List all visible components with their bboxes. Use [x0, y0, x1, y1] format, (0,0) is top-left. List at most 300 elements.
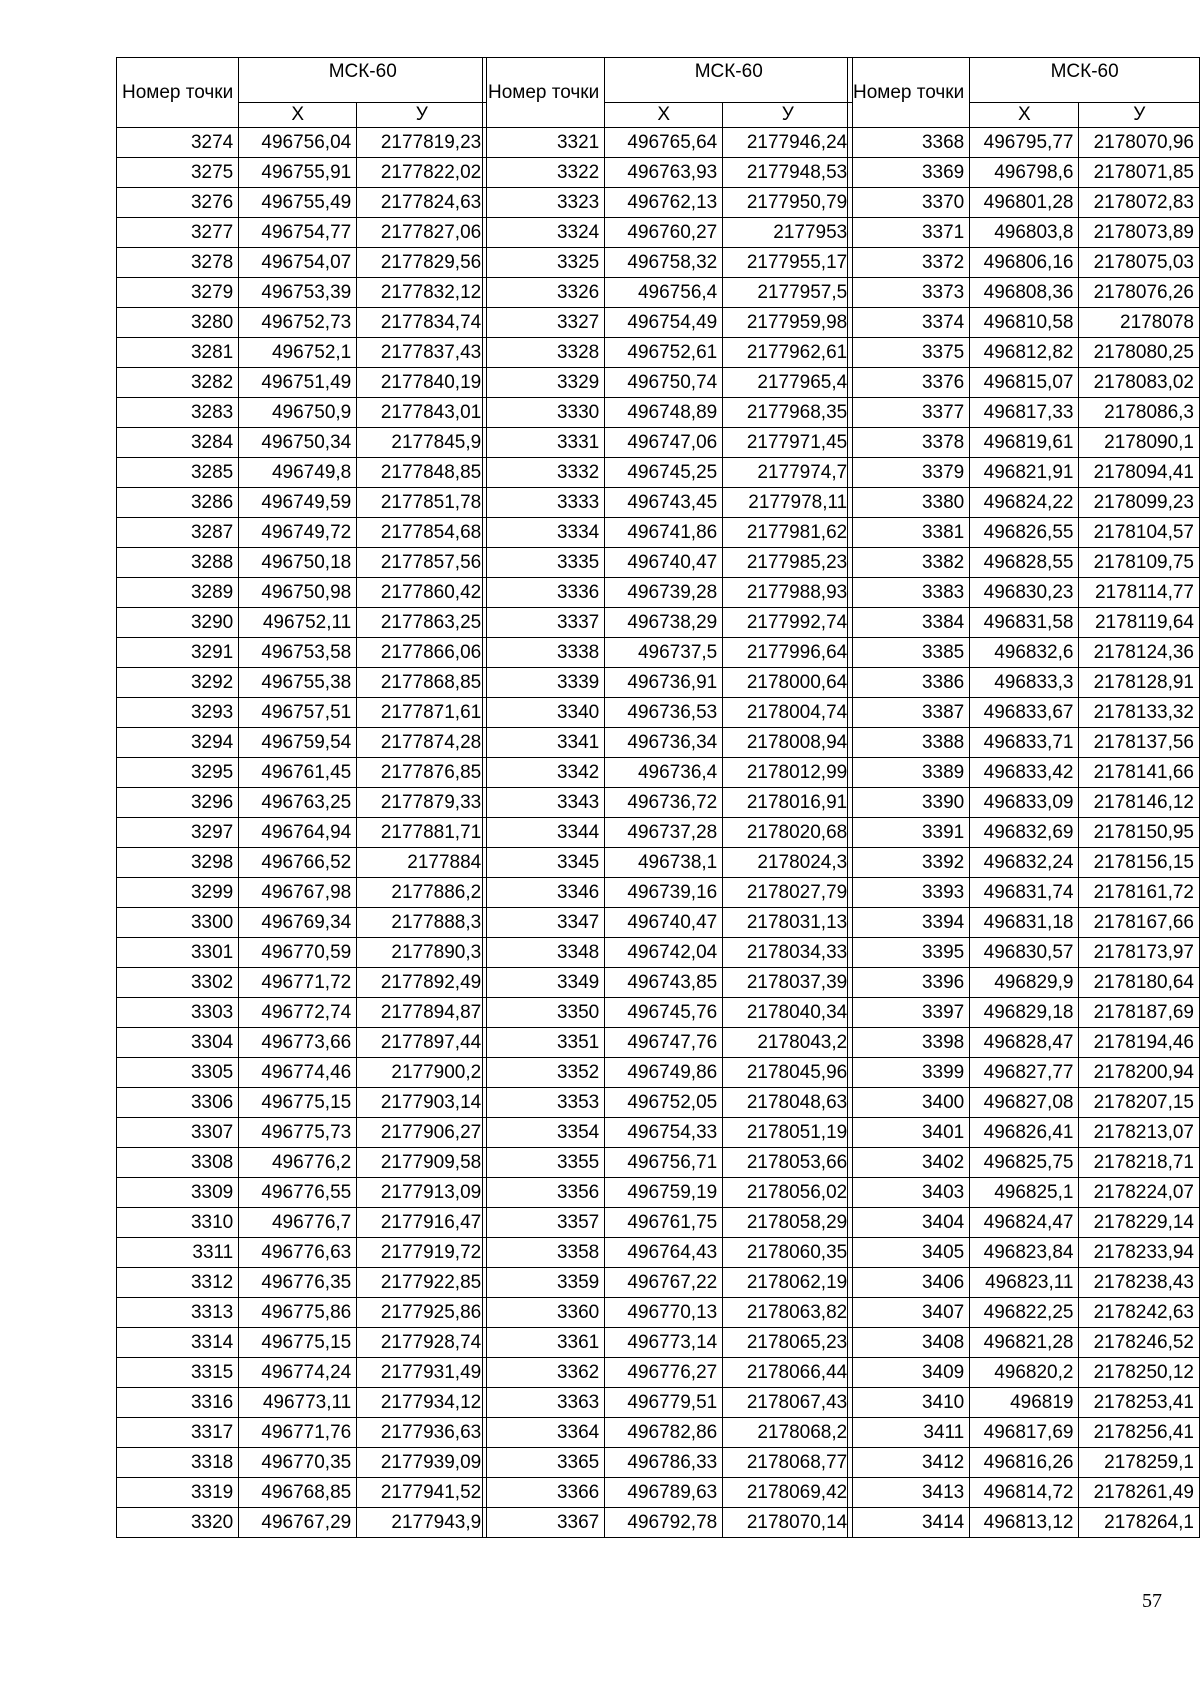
y-coordinate-cell: 2178037,39 [723, 968, 853, 998]
table-row [117, 128, 487, 158]
y-coordinate-cell: 2177988,93 [723, 578, 853, 608]
y-coordinate-cell: 2178060,35 [723, 1238, 853, 1268]
table-row [848, 608, 1200, 638]
table-row [483, 488, 853, 518]
table-row [483, 938, 853, 968]
y-coordinate-cell: 2178012,99 [723, 758, 853, 788]
point-number-cell: 3362 [483, 1358, 605, 1388]
point-number-cell: 3369 [848, 158, 970, 188]
x-coordinate-cell: 496759,54 [239, 728, 357, 758]
x-coordinate-cell: 496740,47 [605, 908, 723, 938]
x-coordinate-cell: 496767,22 [605, 1268, 723, 1298]
y-coordinate-cell: 2178068,2 [723, 1418, 853, 1448]
x-coordinate-cell: 496817,33 [970, 398, 1079, 428]
table-row [483, 368, 853, 398]
table-row [848, 398, 1200, 428]
x-coordinate-cell: 496822,25 [970, 1298, 1079, 1328]
table-row [483, 398, 853, 428]
point-number-cell: 3401 [848, 1118, 970, 1148]
table-row [848, 1208, 1200, 1238]
point-number-cell: 3390 [848, 788, 970, 818]
point-number-cell: 3403 [848, 1178, 970, 1208]
y-coordinate-cell: 2178104,57 [1079, 518, 1200, 548]
table-row [483, 1388, 853, 1418]
point-number-cell: 3392 [848, 848, 970, 878]
table-row [483, 548, 853, 578]
y-coordinate-cell: 2178078 [1079, 308, 1200, 338]
y-coordinate-cell: 2178119,64 [1079, 608, 1200, 638]
x-coordinate-cell: 496828,55 [970, 548, 1079, 578]
y-coordinate-cell: 2177936,63 [357, 1418, 487, 1448]
y-coordinate-cell: 2177962,61 [723, 338, 853, 368]
x-coordinate-cell: 496782,86 [605, 1418, 723, 1448]
point-number-cell: 3288 [117, 548, 239, 578]
table-row [848, 308, 1200, 338]
y-coordinate-cell: 2177876,85 [357, 758, 487, 788]
point-number-cell: 3283 [117, 398, 239, 428]
point-number-header: Номер точки [483, 58, 605, 128]
y-column-header: У [357, 103, 487, 128]
y-coordinate-cell: 2177916,47 [357, 1208, 487, 1238]
point-number-cell: 3296 [117, 788, 239, 818]
point-number-cell: 3316 [117, 1388, 239, 1418]
y-coordinate-cell: 2177941,52 [357, 1478, 487, 1508]
table-row [483, 278, 853, 308]
table-row [848, 158, 1200, 188]
point-number-cell: 3307 [117, 1118, 239, 1148]
table-row [848, 1238, 1200, 1268]
x-coordinate-cell: 496736,4 [605, 758, 723, 788]
y-coordinate-cell: 2177857,56 [357, 548, 487, 578]
y-coordinate-cell: 2177943,9 [357, 1508, 487, 1538]
x-coordinate-cell: 496749,86 [605, 1058, 723, 1088]
x-coordinate-cell: 496752,61 [605, 338, 723, 368]
x-coordinate-cell: 496760,27 [605, 218, 723, 248]
x-coordinate-cell: 496750,98 [239, 578, 357, 608]
x-coordinate-cell: 496755,49 [239, 188, 357, 218]
point-number-cell: 3322 [483, 158, 605, 188]
x-coordinate-cell: 496739,16 [605, 878, 723, 908]
table-row [483, 668, 853, 698]
x-coordinate-cell: 496789,63 [605, 1478, 723, 1508]
table-row [483, 1358, 853, 1388]
x-coordinate-cell: 496829,18 [970, 998, 1079, 1028]
y-coordinate-cell: 2178070,14 [723, 1508, 853, 1538]
y-coordinate-cell: 2177827,06 [357, 218, 487, 248]
x-coordinate-cell: 496776,27 [605, 1358, 723, 1388]
table-row [117, 1328, 487, 1358]
y-coordinate-cell: 2178062,19 [723, 1268, 853, 1298]
point-number-cell: 3414 [848, 1508, 970, 1538]
point-number-cell: 3409 [848, 1358, 970, 1388]
y-coordinate-cell: 2178167,66 [1079, 908, 1200, 938]
table-row [483, 1478, 853, 1508]
x-coordinate-cell: 496827,08 [970, 1088, 1079, 1118]
y-coordinate-cell: 2177829,56 [357, 248, 487, 278]
point-number-cell: 3375 [848, 338, 970, 368]
y-coordinate-cell: 2178114,77 [1079, 578, 1200, 608]
y-coordinate-cell: 2178150,95 [1079, 818, 1200, 848]
x-coordinate-cell: 496745,76 [605, 998, 723, 1028]
y-coordinate-cell: 2178156,15 [1079, 848, 1200, 878]
table-row [848, 668, 1200, 698]
coordinate-system-header: МСК-60 [970, 58, 1200, 103]
y-coordinate-cell: 2178069,42 [723, 1478, 853, 1508]
point-number-cell: 3325 [483, 248, 605, 278]
y-coordinate-cell: 2177868,85 [357, 668, 487, 698]
y-coordinate-cell: 2178173,97 [1079, 938, 1200, 968]
table-row [483, 1508, 853, 1538]
point-number-cell: 3373 [848, 278, 970, 308]
x-coordinate-cell: 496770,59 [239, 938, 357, 968]
point-number-cell: 3289 [117, 578, 239, 608]
y-coordinate-cell: 2177843,01 [357, 398, 487, 428]
point-number-cell: 3355 [483, 1148, 605, 1178]
table-row [117, 278, 487, 308]
table-row [483, 578, 853, 608]
x-coordinate-cell: 496736,53 [605, 698, 723, 728]
y-coordinate-cell: 2177985,23 [723, 548, 853, 578]
point-number-cell: 3372 [848, 248, 970, 278]
coordinates-table-3 [847, 57, 1200, 1538]
table-row [848, 218, 1200, 248]
x-coordinate-cell: 496813,12 [970, 1508, 1079, 1538]
y-coordinate-cell: 2178128,91 [1079, 668, 1200, 698]
x-coordinate-cell: 496767,29 [239, 1508, 357, 1538]
x-coordinate-cell: 496750,18 [239, 548, 357, 578]
point-number-cell: 3328 [483, 338, 605, 368]
table-row [483, 1088, 853, 1118]
x-coordinate-cell: 496751,49 [239, 368, 357, 398]
y-coordinate-cell: 2177996,64 [723, 638, 853, 668]
point-number-cell: 3378 [848, 428, 970, 458]
x-coordinate-cell: 496823,11 [970, 1268, 1079, 1298]
table-row [848, 938, 1200, 968]
table-row [483, 878, 853, 908]
point-number-cell: 3285 [117, 458, 239, 488]
y-coordinate-cell: 2178224,07 [1079, 1178, 1200, 1208]
table-row [483, 428, 853, 458]
point-number-cell: 3303 [117, 998, 239, 1028]
x-coordinate-cell: 496764,94 [239, 818, 357, 848]
table-row [848, 968, 1200, 998]
point-number-cell: 3315 [117, 1358, 239, 1388]
table-row [117, 338, 487, 368]
table-row [483, 968, 853, 998]
y-coordinate-cell: 2177928,74 [357, 1328, 487, 1358]
table-row [117, 1358, 487, 1388]
x-coordinate-cell: 496832,69 [970, 818, 1079, 848]
point-number-cell: 3360 [483, 1298, 605, 1328]
y-coordinate-cell: 2178200,94 [1079, 1058, 1200, 1088]
x-coordinate-cell: 496833,42 [970, 758, 1079, 788]
y-coordinate-cell: 2177863,25 [357, 608, 487, 638]
x-coordinate-cell: 496741,86 [605, 518, 723, 548]
table-row [848, 1328, 1200, 1358]
x-coordinate-cell: 496830,57 [970, 938, 1079, 968]
point-number-cell: 3399 [848, 1058, 970, 1088]
point-number-cell: 3321 [483, 128, 605, 158]
point-number-cell: 3366 [483, 1478, 605, 1508]
table-row [117, 728, 487, 758]
table-row [483, 1118, 853, 1148]
table-row [848, 338, 1200, 368]
point-number-cell: 3380 [848, 488, 970, 518]
y-coordinate-cell: 2177879,33 [357, 788, 487, 818]
y-coordinate-cell: 2178065,23 [723, 1328, 853, 1358]
y-coordinate-cell: 2178253,41 [1079, 1388, 1200, 1418]
x-coordinate-cell: 496742,04 [605, 938, 723, 968]
table-row [848, 1028, 1200, 1058]
x-coordinate-cell: 496833,09 [970, 788, 1079, 818]
x-coordinate-cell: 496786,33 [605, 1448, 723, 1478]
table-row [483, 788, 853, 818]
table-row [117, 1268, 487, 1298]
point-number-cell: 3292 [117, 668, 239, 698]
y-coordinate-cell: 2178031,13 [723, 908, 853, 938]
point-number-cell: 3394 [848, 908, 970, 938]
point-number-cell: 3404 [848, 1208, 970, 1238]
x-coordinate-cell: 496747,06 [605, 428, 723, 458]
x-coordinate-cell: 496819 [970, 1388, 1079, 1418]
table-row [848, 698, 1200, 728]
y-coordinate-cell: 2178058,29 [723, 1208, 853, 1238]
table-row [117, 398, 487, 428]
table-row [848, 1148, 1200, 1178]
table-row [483, 848, 853, 878]
point-number-cell: 3301 [117, 938, 239, 968]
x-coordinate-cell: 496772,74 [239, 998, 357, 1028]
x-coordinate-cell: 496771,76 [239, 1418, 357, 1448]
y-coordinate-cell: 2178048,63 [723, 1088, 853, 1118]
point-number-cell: 3312 [117, 1268, 239, 1298]
y-coordinate-cell: 2177950,79 [723, 188, 853, 218]
point-number-cell: 3407 [848, 1298, 970, 1328]
y-coordinate-cell: 2178133,32 [1079, 698, 1200, 728]
x-coordinate-cell: 496821,91 [970, 458, 1079, 488]
table-row [848, 788, 1200, 818]
point-number-cell: 3358 [483, 1238, 605, 1268]
x-coordinate-cell: 496749,72 [239, 518, 357, 548]
point-number-header: Номер точки [117, 58, 239, 128]
table-row [848, 878, 1200, 908]
table-row [848, 728, 1200, 758]
table-row [483, 638, 853, 668]
y-coordinate-cell: 2178213,07 [1079, 1118, 1200, 1148]
y-coordinate-cell: 2178066,44 [723, 1358, 853, 1388]
point-number-cell: 3331 [483, 428, 605, 458]
coordinate-system-header: МСК-60 [239, 58, 487, 103]
x-coordinate-cell: 496829,9 [970, 968, 1079, 998]
point-number-cell: 3411 [848, 1418, 970, 1448]
point-number-cell: 3365 [483, 1448, 605, 1478]
y-coordinate-cell: 2177888,3 [357, 908, 487, 938]
table-row [117, 458, 487, 488]
table-row [483, 188, 853, 218]
table-row [117, 578, 487, 608]
x-coordinate-cell: 496745,25 [605, 458, 723, 488]
y-coordinate-cell: 2178109,75 [1079, 548, 1200, 578]
table-row [848, 578, 1200, 608]
y-coordinate-cell: 2177840,19 [357, 368, 487, 398]
point-number-cell: 3339 [483, 668, 605, 698]
x-coordinate-cell: 496754,07 [239, 248, 357, 278]
point-number-cell: 3314 [117, 1328, 239, 1358]
coordinates-table-2 [482, 57, 853, 1538]
x-coordinate-cell: 496756,4 [605, 278, 723, 308]
point-number-cell: 3299 [117, 878, 239, 908]
point-number-cell: 3327 [483, 308, 605, 338]
y-coordinate-cell: 2177819,23 [357, 128, 487, 158]
y-coordinate-cell: 2178068,77 [723, 1448, 853, 1478]
x-coordinate-cell: 496824,22 [970, 488, 1079, 518]
table-row [117, 608, 487, 638]
point-number-cell: 3386 [848, 668, 970, 698]
point-number-cell: 3280 [117, 308, 239, 338]
table-row [117, 158, 487, 188]
x-coordinate-cell: 496753,58 [239, 638, 357, 668]
y-coordinate-cell: 2177939,09 [357, 1448, 487, 1478]
point-number-cell: 3391 [848, 818, 970, 848]
point-number-cell: 3286 [117, 488, 239, 518]
y-coordinate-cell: 2178090,1 [1079, 428, 1200, 458]
point-number-cell: 3352 [483, 1058, 605, 1088]
table-row [483, 1238, 853, 1268]
coordinate-system-header: МСК-60 [605, 58, 853, 103]
table-row [117, 188, 487, 218]
y-coordinate-cell: 2177886,2 [357, 878, 487, 908]
point-number-cell: 3276 [117, 188, 239, 218]
x-coordinate-cell: 496752,05 [605, 1088, 723, 1118]
point-number-cell: 3396 [848, 968, 970, 998]
x-coordinate-cell: 496737,5 [605, 638, 723, 668]
table-row [117, 1448, 487, 1478]
x-coordinate-cell: 496831,18 [970, 908, 1079, 938]
y-coordinate-cell: 2177874,28 [357, 728, 487, 758]
page-number: 57 [1142, 1590, 1162, 1612]
y-coordinate-cell: 2177900,2 [357, 1058, 487, 1088]
x-coordinate-cell: 496801,28 [970, 188, 1079, 218]
point-number-cell: 3408 [848, 1328, 970, 1358]
y-coordinate-cell: 2177834,74 [357, 308, 487, 338]
point-number-cell: 3282 [117, 368, 239, 398]
y-coordinate-cell: 2178137,56 [1079, 728, 1200, 758]
x-coordinate-cell: 496752,1 [239, 338, 357, 368]
point-number-cell: 3309 [117, 1178, 239, 1208]
x-coordinate-cell: 496763,93 [605, 158, 723, 188]
y-coordinate-cell: 2177978,11 [723, 488, 853, 518]
x-coordinate-cell: 496752,73 [239, 308, 357, 338]
point-number-cell: 3347 [483, 908, 605, 938]
x-coordinate-cell: 496768,85 [239, 1478, 357, 1508]
y-coordinate-cell: 2178045,96 [723, 1058, 853, 1088]
point-number-cell: 3304 [117, 1028, 239, 1058]
y-coordinate-cell: 2177931,49 [357, 1358, 487, 1388]
x-coordinate-cell: 496827,77 [970, 1058, 1079, 1088]
y-coordinate-cell: 2177832,12 [357, 278, 487, 308]
point-number-cell: 3324 [483, 218, 605, 248]
table-row [117, 848, 487, 878]
y-coordinate-cell: 2177884 [357, 848, 487, 878]
x-coordinate-cell: 496776,35 [239, 1268, 357, 1298]
x-coordinate-cell: 496776,63 [239, 1238, 357, 1268]
point-number-cell: 3298 [117, 848, 239, 878]
point-number-cell: 3351 [483, 1028, 605, 1058]
table-row [117, 1118, 487, 1148]
table-row [848, 1178, 1200, 1208]
x-coordinate-cell: 496769,34 [239, 908, 357, 938]
x-coordinate-cell: 496792,78 [605, 1508, 723, 1538]
point-number-cell: 3311 [117, 1238, 239, 1268]
point-number-cell: 3277 [117, 218, 239, 248]
point-number-cell: 3356 [483, 1178, 605, 1208]
x-coordinate-cell: 496825,1 [970, 1178, 1079, 1208]
point-number-cell: 3342 [483, 758, 605, 788]
table-row [483, 908, 853, 938]
y-coordinate-cell: 2178040,34 [723, 998, 853, 1028]
table-row [117, 638, 487, 668]
table-row [117, 308, 487, 338]
point-number-cell: 3300 [117, 908, 239, 938]
y-coordinate-cell: 2177848,85 [357, 458, 487, 488]
point-number-cell: 3334 [483, 518, 605, 548]
point-number-cell: 3385 [848, 638, 970, 668]
table-row [117, 1298, 487, 1328]
y-coordinate-cell: 2177881,71 [357, 818, 487, 848]
point-number-cell: 3335 [483, 548, 605, 578]
y-coordinate-cell: 2177934,12 [357, 1388, 487, 1418]
table-row [117, 1418, 487, 1448]
table-row [483, 698, 853, 728]
y-coordinate-cell: 2178004,74 [723, 698, 853, 728]
point-number-cell: 3363 [483, 1388, 605, 1418]
x-coordinate-cell: 496831,58 [970, 608, 1079, 638]
point-number-cell: 3361 [483, 1328, 605, 1358]
y-coordinate-cell: 2177974,7 [723, 458, 853, 488]
point-number-cell: 3332 [483, 458, 605, 488]
point-number-cell: 3397 [848, 998, 970, 1028]
point-number-cell: 3317 [117, 1418, 239, 1448]
point-number-cell: 3278 [117, 248, 239, 278]
point-number-cell: 3326 [483, 278, 605, 308]
x-coordinate-cell: 496767,98 [239, 878, 357, 908]
y-coordinate-cell: 2178067,43 [723, 1388, 853, 1418]
y-coordinate-cell: 2178261,49 [1079, 1478, 1200, 1508]
y-coordinate-cell: 2177903,14 [357, 1088, 487, 1118]
y-coordinate-cell: 2177965,4 [723, 368, 853, 398]
point-number-cell: 3340 [483, 698, 605, 728]
x-coordinate-cell: 496758,32 [605, 248, 723, 278]
table-row [848, 1388, 1200, 1418]
y-coordinate-cell: 2177906,27 [357, 1118, 487, 1148]
table-row [848, 128, 1200, 158]
y-coordinate-cell: 2177992,74 [723, 608, 853, 638]
y-coordinate-cell: 2178242,63 [1079, 1298, 1200, 1328]
point-number-cell: 3348 [483, 938, 605, 968]
x-coordinate-cell: 496773,14 [605, 1328, 723, 1358]
y-coordinate-cell: 2178075,03 [1079, 248, 1200, 278]
x-coordinate-cell: 496754,49 [605, 308, 723, 338]
table-row [848, 1088, 1200, 1118]
y-coordinate-cell: 2177860,42 [357, 578, 487, 608]
table-row [483, 1028, 853, 1058]
point-number-cell: 3359 [483, 1268, 605, 1298]
table-row [117, 668, 487, 698]
y-coordinate-cell: 2178207,15 [1079, 1088, 1200, 1118]
point-number-cell: 3387 [848, 698, 970, 728]
y-coordinate-cell: 2178043,2 [723, 1028, 853, 1058]
y-coordinate-cell: 2177959,98 [723, 308, 853, 338]
